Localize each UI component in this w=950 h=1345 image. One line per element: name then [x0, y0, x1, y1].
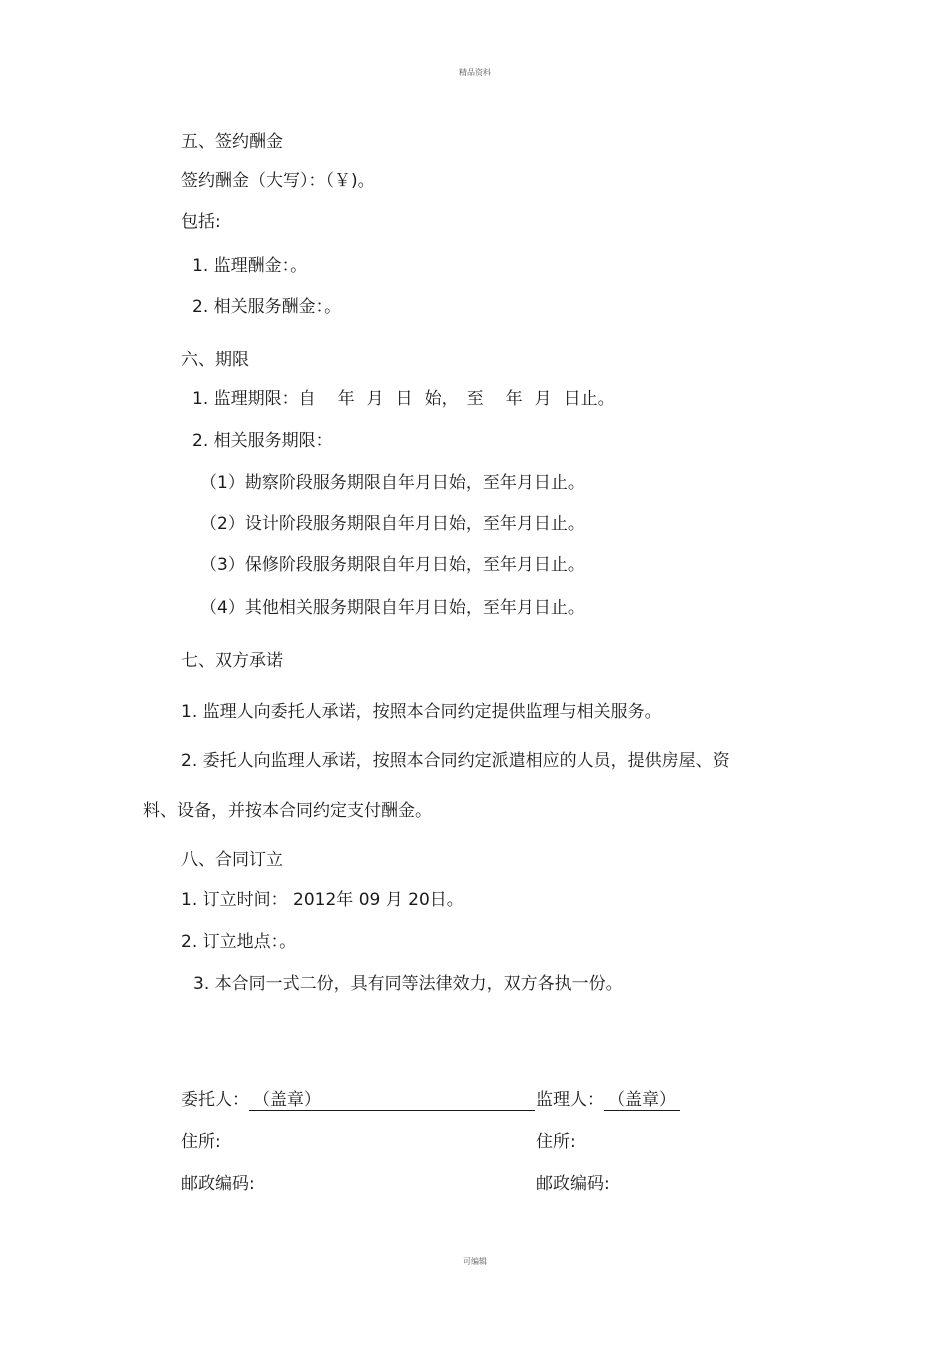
client-postcode-label: 邮政编码: [181, 1174, 255, 1194]
fee-includes-label: 包括: [181, 212, 221, 232]
year-2: 年 [505, 389, 523, 409]
supervisor-seal-field [604, 1090, 680, 1111]
design-period-line: （2）设计阶段服务期限自年月日始，至年月日止。 [200, 514, 585, 534]
supervisor-postcode-label: 邮政编码: [536, 1174, 610, 1194]
client-seal-text: （盖章） [253, 1090, 321, 1110]
supervisor-address-label: 住所: [536, 1132, 576, 1152]
supervision-period-line [192, 388, 615, 410]
client-label: 委托人： [181, 1090, 249, 1110]
page-header: 精品资料 [459, 68, 491, 77]
page-footer: 可编辑 [463, 1257, 487, 1266]
month-2: 月 [534, 389, 552, 409]
supervision-period-prefix: 1. 监理期限：自 [192, 389, 316, 409]
related-service-period-label: 2. 相关服务期限： [192, 431, 333, 451]
client-address-label: 住所: [181, 1132, 221, 1152]
other-period-line: （4）其他相关服务期限自年月日始，至年月日止。 [200, 598, 585, 618]
end-word: 日止。 [563, 389, 615, 409]
supervisor-signature [536, 1089, 680, 1111]
client-signature [181, 1089, 535, 1111]
survey-period-line: （1）勘察阶段服务期限自年月日始，至年月日止。 [200, 473, 585, 493]
client-promise-line-1: 2. 委托人向监理人承诺，按照本合同约定派遣相应的人员，提供房屋、资 [181, 751, 730, 771]
section-7-title: 七、双方承诺 [181, 651, 283, 671]
supervisor-seal-text: （盖章） [608, 1090, 676, 1110]
supervisor-promise: 1. 监理人向委托人承诺，按照本合同约定提供监理与相关服务。 [181, 702, 662, 722]
client-promise-line-2: 料、设备，并按本合同约定支付酬金。 [143, 801, 432, 821]
service-fee-line: 2. 相关服务酬金：。 [192, 297, 342, 317]
month-1: 月 [366, 389, 384, 409]
signing-date-line: 1. 订立时间： 2012年 09 月 20日。 [181, 890, 464, 910]
year-1: 年 [337, 389, 355, 409]
day-1: 日 [395, 389, 413, 409]
copies-clause: 3. 本合同一式二份，具有同等法律效力，双方各执一份。 [193, 974, 623, 994]
section-5-title: 五、签约酬金 [181, 132, 283, 152]
section-8-title: 八、合同订立 [181, 850, 283, 870]
supervisor-label: 监理人： [536, 1090, 604, 1110]
warranty-period-line: （3）保修阶段服务期限自年月日始，至年月日止。 [200, 555, 585, 575]
client-seal-field [249, 1090, 535, 1111]
signing-place-line: 2. 订立地点：。 [181, 932, 297, 952]
section-6-title: 六、期限 [181, 350, 249, 370]
start-word: 始， [424, 389, 459, 409]
to-word: 至 [466, 389, 484, 409]
supervision-fee-line: 1. 监理酬金：。 [192, 256, 308, 276]
signing-fee-amount: 签约酬金（大写）：（￥)。 [181, 171, 375, 191]
